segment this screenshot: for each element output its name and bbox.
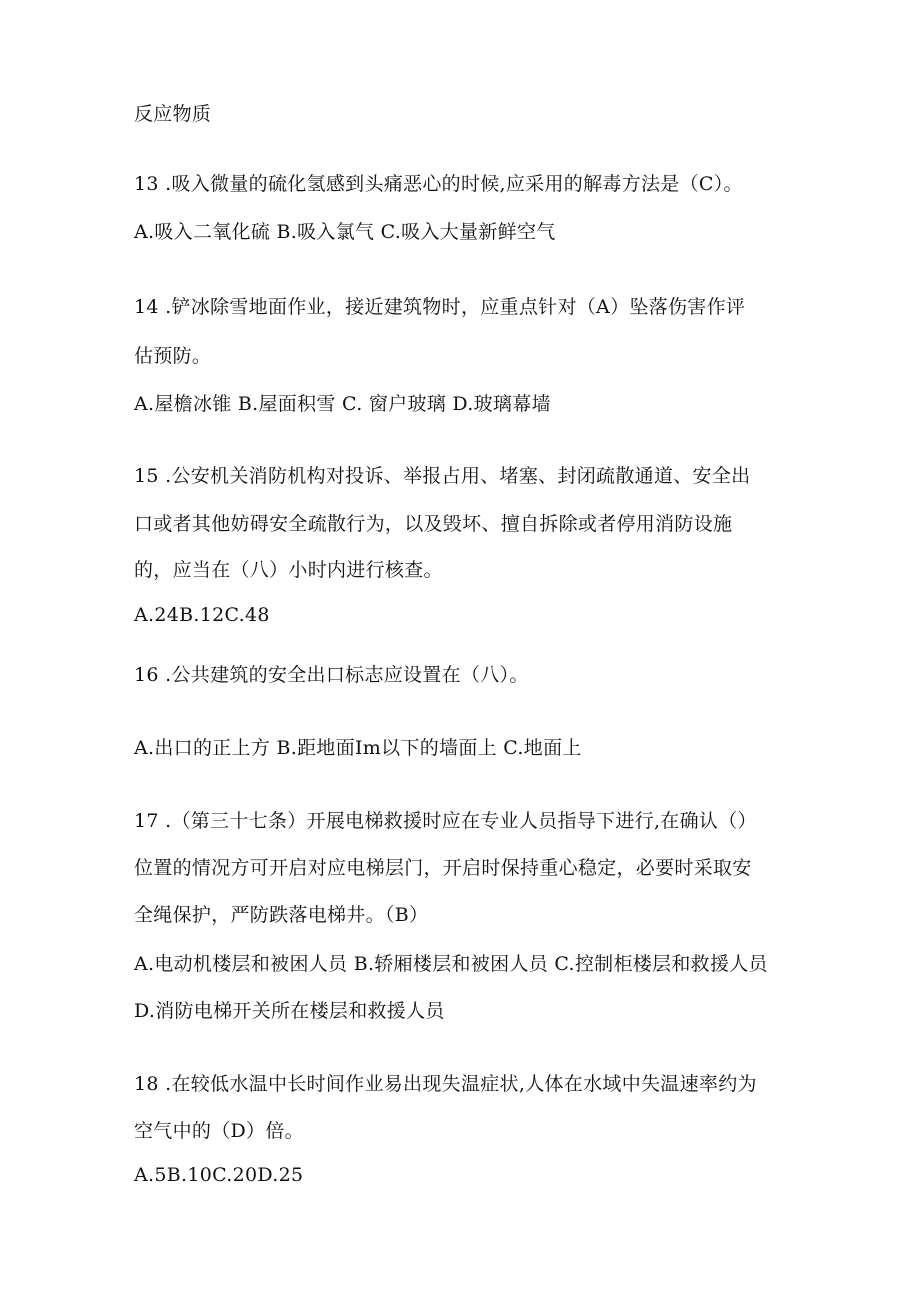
question-15-options: A.24B.12C.48	[134, 604, 270, 626]
question-15-text-line-2: 口或者其他妨碍安全疏散行为，以及毁坏、擅自拆除或者停用消防设施	[134, 513, 733, 535]
question-16-options: A.出口的正上方 B.距地面Im以下的墙面上 C.地面上	[134, 737, 582, 759]
question-16-text: 16 .公共建筑的安全出口标志应设置在（八）。	[134, 664, 529, 686]
question-18-text-line-2: 空气中的（D）倍。	[134, 1120, 304, 1142]
question-14-text-line-1: 14 .铲冰除雪地面作业，接近建筑物时，应重点针对（A）坠落伤害作评	[134, 296, 746, 318]
question-17-text-line-2: 位置的情况方可开启对应电梯层门，开启时保持重心稳定，必要时采取安	[134, 857, 752, 879]
question-17-text-line-1: 17 .（第三十七条）开展电梯救援时应在专业人员指导下进行,在确认（）	[134, 810, 757, 832]
question-17-options-line-1: A.电动机楼层和被困人员 B.轿厢楼层和被困人员 C.控制柜楼层和救援人员	[134, 953, 768, 975]
question-17-options-line-2: D.消防电梯开关所在楼层和救援人员	[134, 1000, 445, 1022]
question-15-text-line-1: 15 .公安机关消防机构对投诉、举报占用、堵塞、封闭疏散通道、安全出	[134, 465, 751, 487]
question-14-options: A.屋檐冰锥 B.屋面积雪 C. 窗户玻璃 D.玻璃幕墙	[134, 393, 551, 415]
question-13-options: A.吸入二氧化硫 B.吸入氯气 C.吸入大量新鲜空气	[134, 221, 556, 243]
question-15-text-line-3: 的，应当在（八）小时内进行核查。	[134, 559, 443, 581]
question-14-text-line-2: 估预防。	[134, 345, 212, 367]
text-line-reaction-substance: 反应物质	[134, 103, 212, 125]
question-18-text-line-1: 18 .在较低水温中长时间作业易出现失温症状,人体在水域中失温速率约为	[134, 1073, 757, 1095]
question-13-text: 13 .吸入微量的硫化氢感到头痛恶心的时候,应采用的解毒方法是（C）。	[134, 173, 743, 195]
question-18-options: A.5B.10C.20D.25	[134, 1164, 304, 1186]
question-17-text-line-3: 全绳保护，严防跌落电梯井。（B）	[134, 904, 429, 926]
